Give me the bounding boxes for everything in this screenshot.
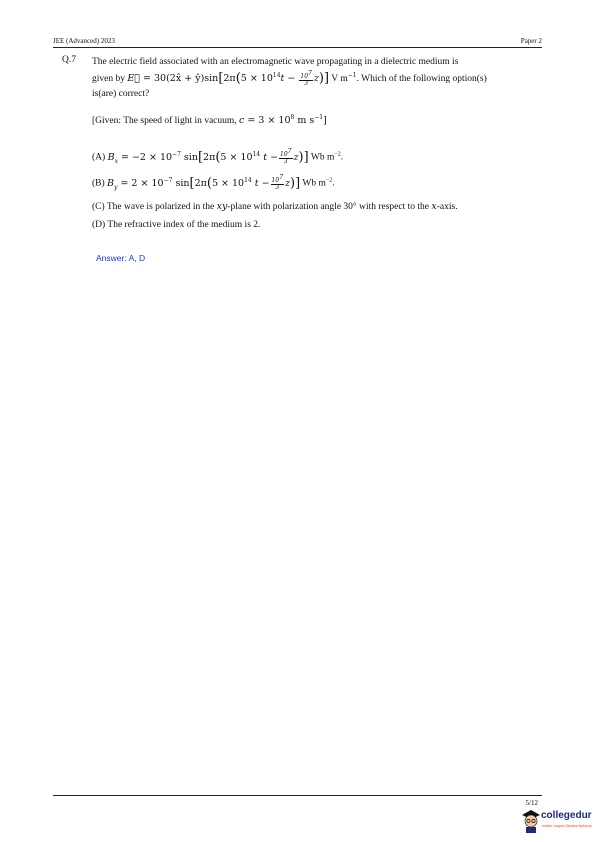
option-c-axis: x: [431, 201, 437, 212]
option-b-unit: Wb m: [302, 178, 326, 189]
option-b: (B) $B_y = 2 \times 10^{-7}$ $\sin[2\pi(5 \times 10^{14}$ t − $\frac{10^7}{3}$ z)] Wb $m^{-2}$.: [92, 174, 335, 191]
option-a-expression: $B_x = -2 \times 10^{-7}$ $\sin[2\pi(5 \times 10^{14}$ t − $\frac{10^7}{3}$ z)]: [107, 148, 309, 165]
given-text: [Given: The speed of light in vacuum,: [92, 116, 237, 127]
mascot-icon: [520, 806, 542, 834]
option-c-text-1: (C) The wave is polarized in the: [92, 202, 215, 212]
question-line-3: is(are) correct?: [92, 88, 150, 99]
footer-rule: [53, 795, 542, 796]
option-a: (A) $B_x = -2 \times 10^{-7}$ $\sin[2\pi(5 \times 10^{14}$ t − $\frac{10^7}{3}$ z)] Wb $m^{-2}$.: [92, 148, 344, 165]
page-number: 5/12: [525, 799, 538, 807]
question-body: [92, 55, 534, 101]
option-c-plane: xy: [216, 201, 228, 212]
speed-of-light-expression: $c = 3 \times 10^8$ m $s^{-1}$]: [239, 114, 327, 127]
question-number: Q.7: [62, 55, 76, 65]
question-line-2: given by E⃗ = 30(2x̂ + ŷ)sin[2π(5 × $10^{14}t$ − $\frac{10^7}{3}$ z)] V $m^{-1}$. Which of the following option(s): [92, 69, 487, 87]
answer-text: Answer: A, D: [96, 253, 146, 263]
option-c: [92, 201, 458, 212]
option-c-text-2: -plane with polarization angle 30° with respect to the: [227, 202, 429, 212]
header-exam-title: JEE (Advanced) 2023: [53, 37, 115, 45]
question-given-by: given by: [92, 74, 125, 85]
field-unit: V m: [331, 74, 348, 85]
logo-tagline: India's Largest Student Network: [542, 824, 592, 828]
given-statement: [92, 114, 327, 126]
option-c-text-3: -axis.: [436, 202, 458, 212]
option-a-label: (A): [92, 152, 106, 163]
option-d: (D) The refractive index of the medium is 2.: [92, 220, 261, 230]
field-expression: E⃗ = 30(2x̂ + ŷ)sin[2π(5 × $10^{14}t$ − $\frac{10^7}{3}$ z)]: [127, 69, 330, 87]
logo-wordmark: collegedur: [541, 810, 592, 821]
collegedunia-logo: [520, 806, 590, 834]
question-line-1: The electric field associated with an electromagnetic wave propagating in a dielectric medium is: [92, 57, 459, 67]
option-b-label: (B): [92, 178, 105, 189]
option-b-expression: $B_y = 2 \times 10^{-7}$ $\sin[2\pi(5 \times 10^{14}$ t − $\frac{10^7}{3}$ z)]: [107, 174, 301, 191]
option-a-unit: Wb m: [310, 152, 335, 163]
question-line-2-tail: . Which of the following option(s): [356, 74, 487, 85]
header-rule: [53, 47, 542, 48]
header-paper-label: Paper 2: [520, 37, 542, 45]
